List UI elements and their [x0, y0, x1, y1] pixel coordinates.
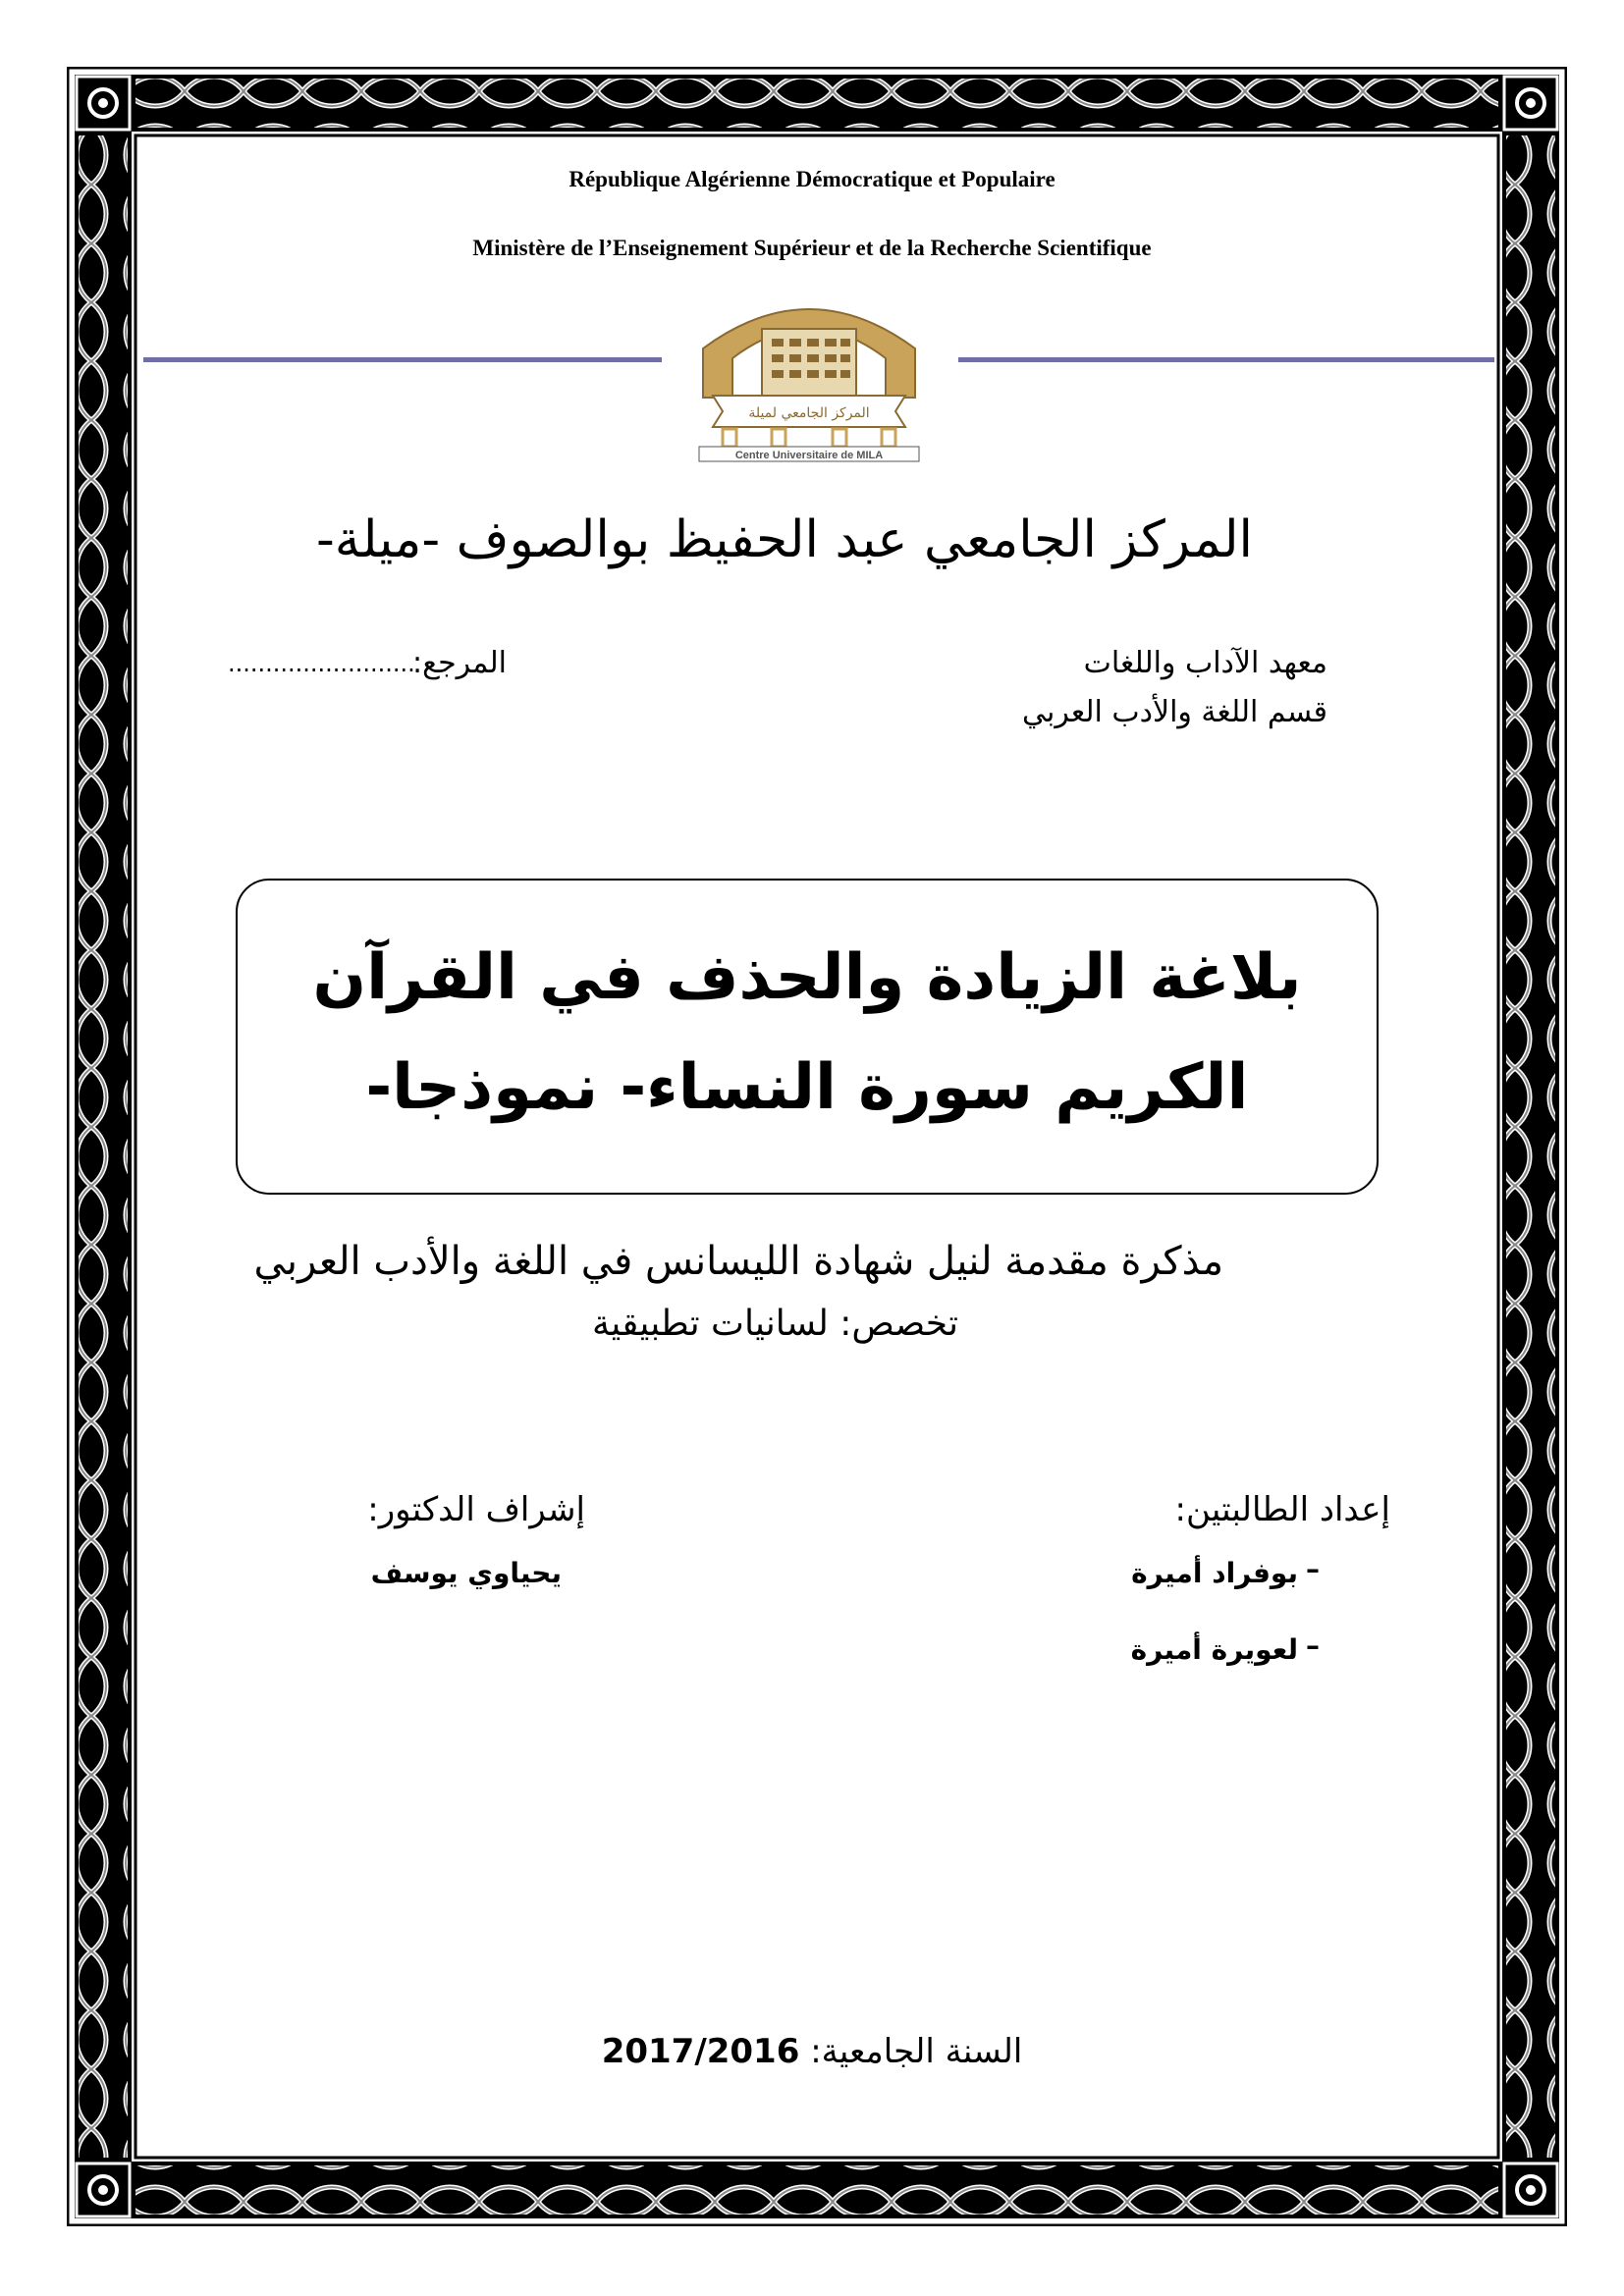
institute-name: معهد الآداب واللغات [1083, 646, 1327, 680]
thesis-title-box [236, 879, 1379, 1195]
thesis-title-line-1: بلاغة الزيادة والحذف في القرآن [312, 941, 1302, 1014]
left-rule [143, 357, 662, 362]
student-2-name: لعويرة أميرة [1130, 1633, 1298, 1666]
republic-heading: République Algérienne Démocratique et Populaire [568, 167, 1056, 191]
reference-value: ......................... [228, 650, 415, 677]
logo-banner-text: المركز الجامعي لميلة [748, 405, 870, 421]
supervisor-name: يحياوي يوسف [370, 1557, 562, 1589]
right-rule [958, 357, 1494, 362]
student-1-name: بوفراد أميرة [1131, 1557, 1298, 1589]
student-1-dash: – [1306, 1553, 1320, 1585]
thesis-title-line-2: الكريم سورة النساء- نموذجا- [365, 1051, 1249, 1124]
logo-caption: Centre Universitaire de MILA [734, 450, 884, 461]
student-2-dash: – [1306, 1629, 1320, 1662]
supervisor-label: إشراف الدكتور: [367, 1490, 585, 1529]
department-name: قسم اللغة والأدب العربي [1021, 695, 1327, 729]
academic-year-label: السنة الجامعية: [810, 2032, 1023, 2071]
ministry-heading: Ministère de l’Enseignement Supérieur et de la Recherche Scientifique [472, 236, 1152, 260]
academic-year [0, 2032, 1624, 2071]
thesis-description: مذكرة مقدمة لنيل شهادة الليسانس في اللغة والأدب العربي [253, 1239, 1223, 1284]
students-label: إعداد الطالبتين: [1174, 1490, 1390, 1529]
thesis-specialty: تخصص: لسانيات تطبيقية [591, 1304, 958, 1344]
center-name: المركز الجامعي عبد الحفيظ بوالصوف -ميلة- [315, 510, 1253, 569]
academic-year-value: 2017/2016 [601, 2032, 800, 2071]
reference-label: المرجع: [412, 646, 507, 680]
university-logo [693, 280, 925, 462]
